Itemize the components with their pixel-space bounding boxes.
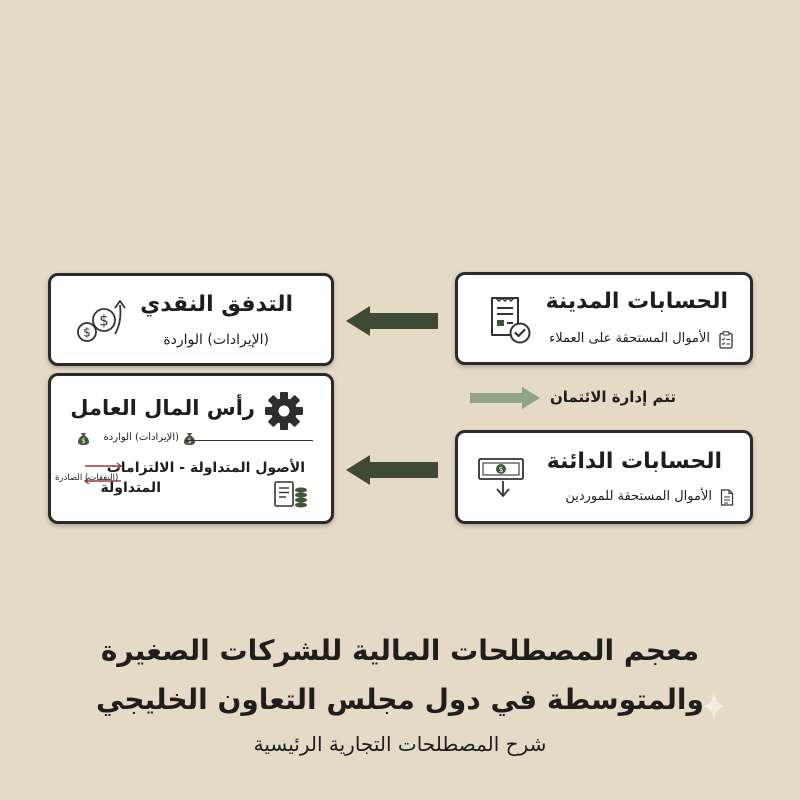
coins-up-arrow-icon [75,296,133,346]
money-bag-icon [77,431,90,446]
footer-subtitle: شرح المصطلحات التجارية الرئيسية [253,732,547,756]
card-cash-flow [48,273,334,366]
card-accounts-payable [455,430,753,524]
clipboard-icon [718,331,734,349]
svg-text:$: $ [187,437,192,445]
arrow-payable-to-working-capital [346,455,442,485]
card-subtitle: (الإيرادات) الواردة [163,332,269,348]
ledger-coins-icon [273,480,309,510]
card-subtitle: الأموال المستحقة على العملاء [549,331,710,346]
money-bag-icon [183,431,196,446]
footer-title-line-2: والمتوسطة في دول مجلس التعاون الخليجي [96,683,704,716]
arrow-credit-management [470,387,540,409]
card-subtitle: الأموال المستحقة للموردين [565,489,712,504]
formula-line-2: المتداولة [100,480,161,496]
svg-text:$: $ [99,311,109,330]
card-title: التدفق النقدي [140,292,293,317]
credit-management-label: تتم إدارة الائتمان [550,388,676,406]
invoice-check-icon [486,295,534,347]
footer-title-line-1: معجم المصطلحات المالية للشركات الصغيرة [100,634,700,667]
card-title: الحسابات الدائنة [546,449,722,474]
svg-text:$: $ [83,325,91,340]
document-icon [720,489,734,506]
gear-icon [263,390,305,432]
svg-text:$: $ [81,437,86,445]
outflow-label: (النفقات) الصادرة [55,473,119,483]
inflow-label: (الإيرادات) الواردة [103,432,179,443]
formula-line-1: الأصول المتداولة - الالتزامات [106,460,305,476]
card-title: الحسابات المدينة [545,289,728,314]
card-title: رأس المال العامل [70,396,255,420]
card-accounts-receivable [455,272,753,365]
svg-text:$: $ [498,465,504,474]
card-working-capital [48,373,334,524]
banknote-down-icon [476,455,530,501]
divider-line [185,440,313,441]
arrow-receivable-to-cashflow [346,306,442,336]
sparkle-icon [703,692,725,720]
